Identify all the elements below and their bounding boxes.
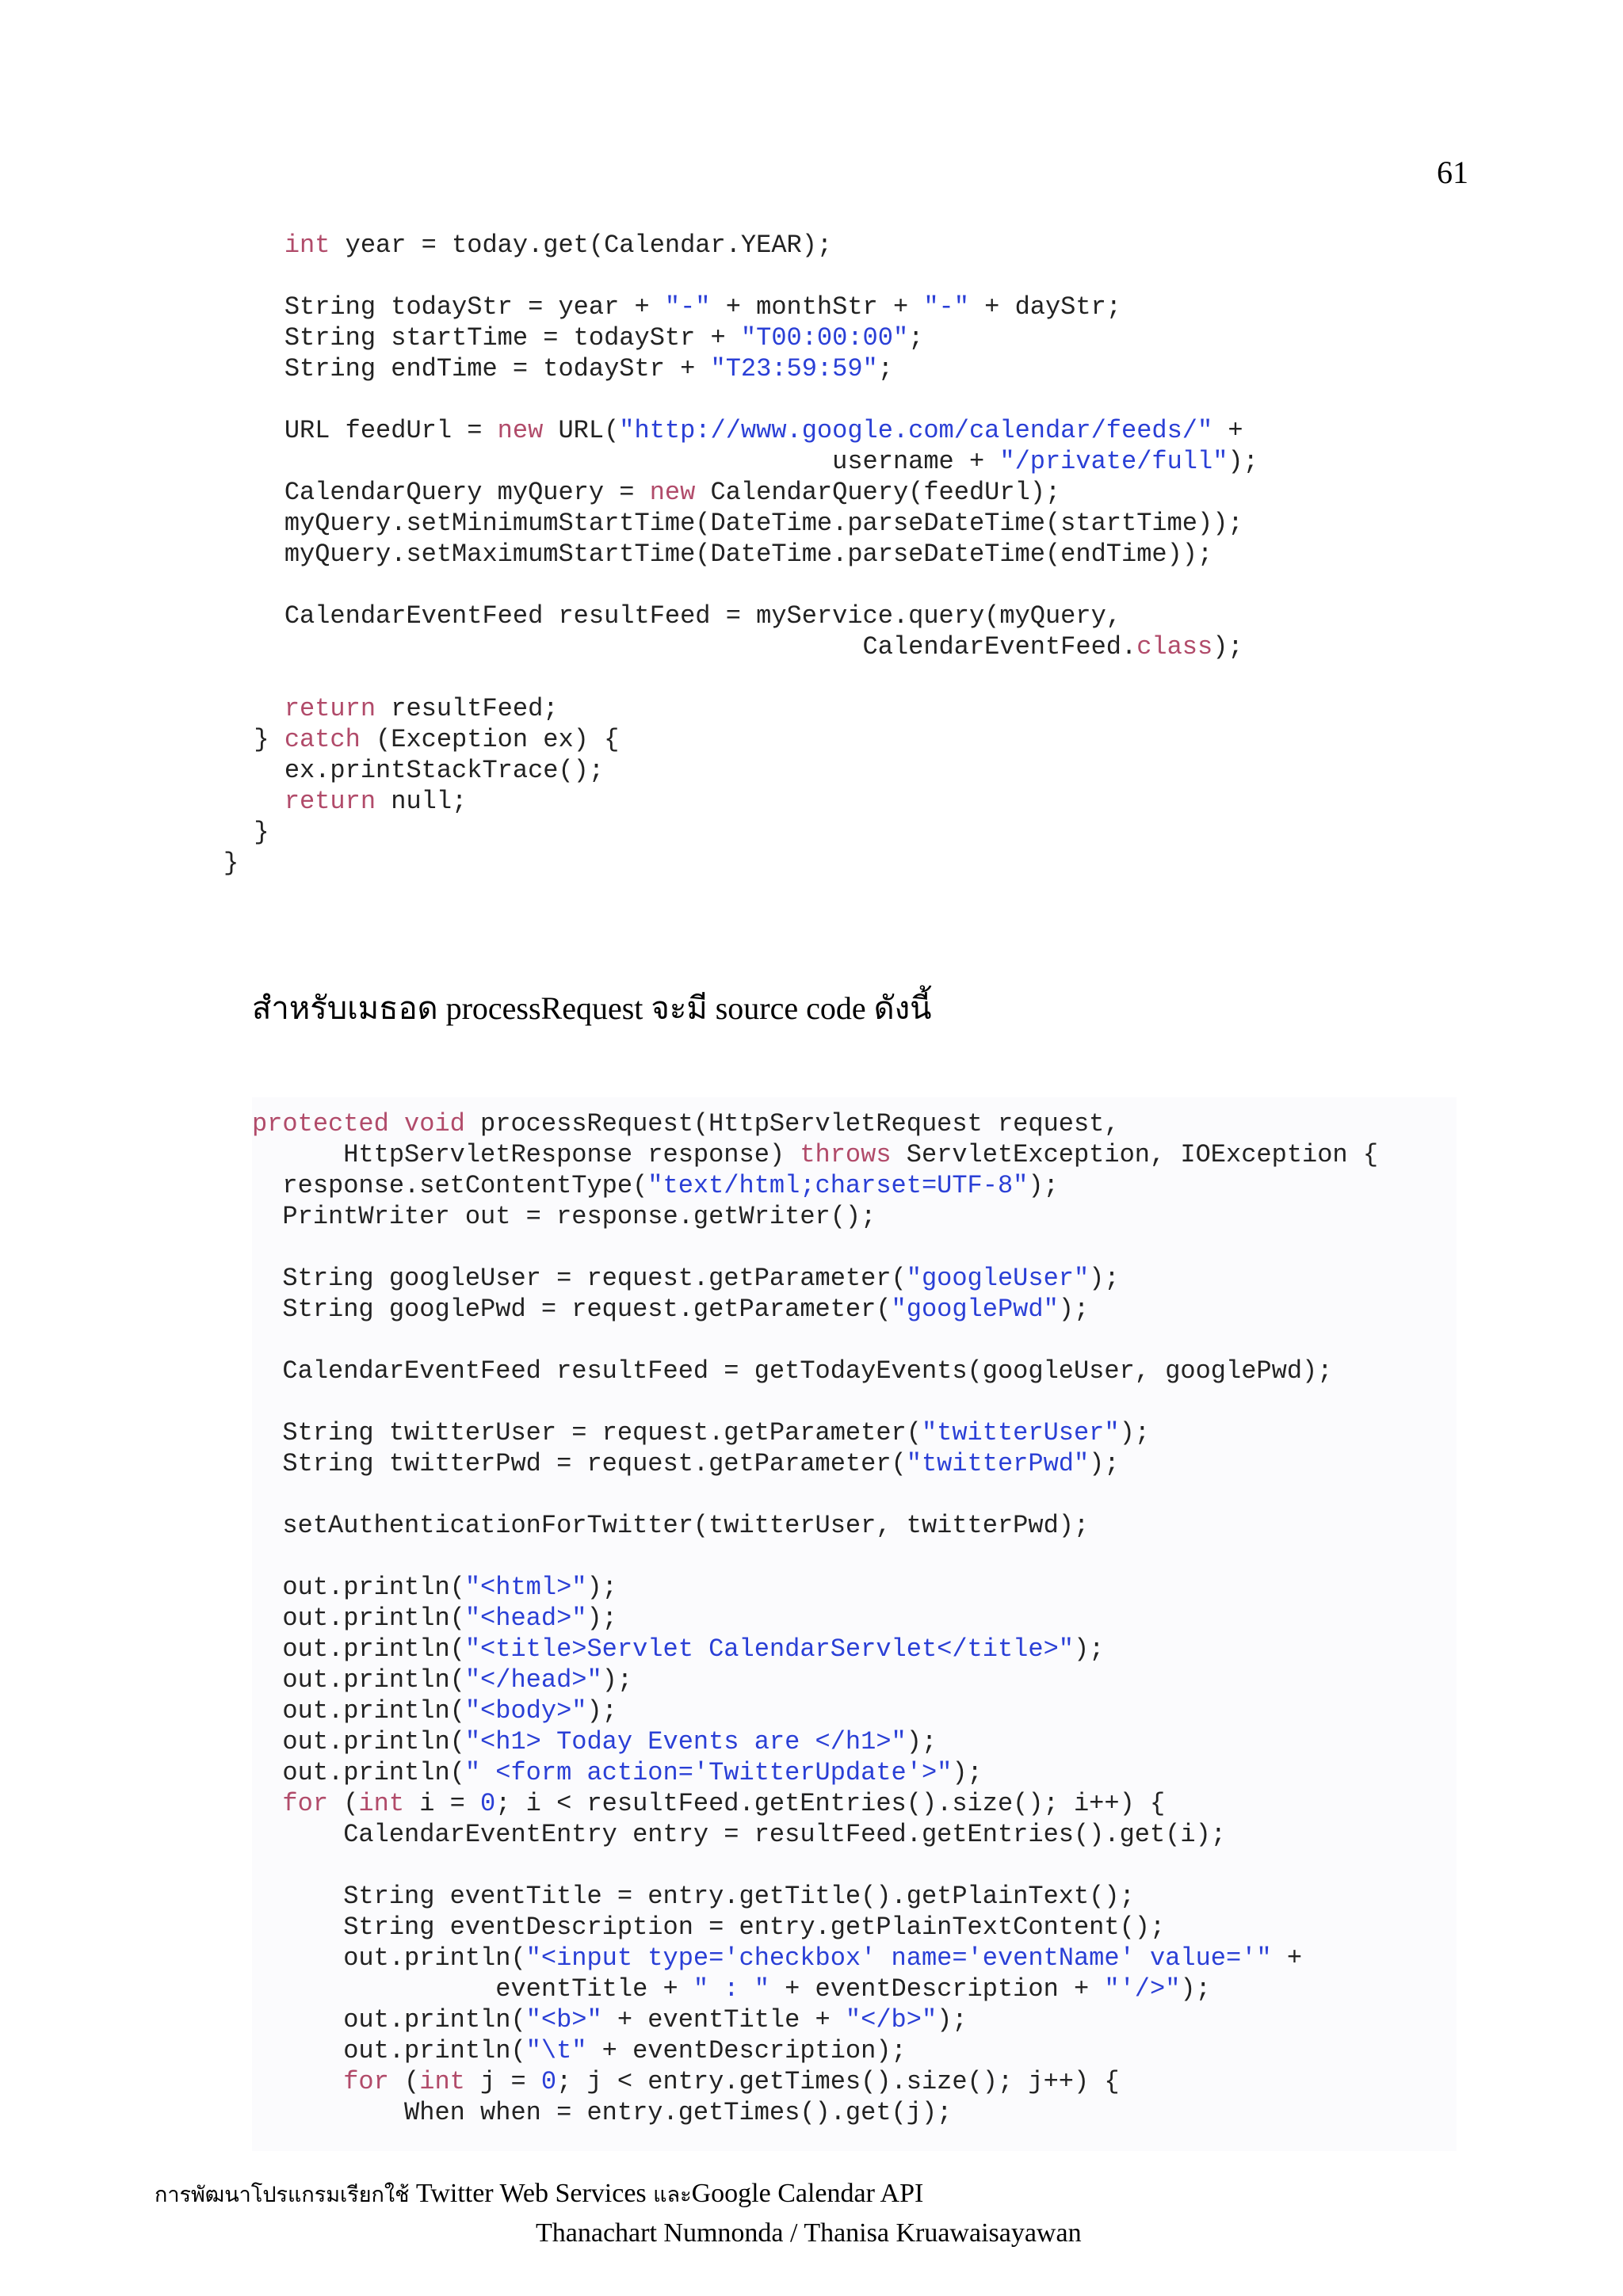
code-token: HttpServletResponse response) xyxy=(252,1140,800,1169)
code-token: String twitterUser = request.getParameter( xyxy=(252,1418,922,1447)
code-token: CalendarEventFeed resultFeed = getTodayEvents(googleUser, googlePwd); xyxy=(252,1356,1333,1386)
code-line xyxy=(223,292,1258,322)
code-token: String eventDescription = entry.getPlainTextContent(); xyxy=(252,1913,1166,1942)
code-token: int xyxy=(358,1789,405,1818)
footer-title xyxy=(155,2177,923,2211)
code-token: throws xyxy=(800,1140,892,1169)
code-line xyxy=(252,1448,1378,1479)
code-token: 0 xyxy=(480,1789,496,1818)
code-line xyxy=(252,2004,1378,2035)
code-token: eventTitle + xyxy=(252,1974,693,2004)
code-token: "text/html;charset=UTF-8" xyxy=(647,1171,1029,1200)
code-token: ( xyxy=(388,2067,420,2096)
code-line xyxy=(252,1603,1378,1634)
code-line xyxy=(223,570,1258,601)
code-line xyxy=(252,1479,1378,1510)
code-line xyxy=(252,1788,1378,1819)
code-token: "/private/full" xyxy=(999,447,1228,476)
code-line xyxy=(223,384,1258,415)
code-line xyxy=(252,1634,1378,1665)
code-block-process-request xyxy=(252,1108,1378,2128)
code-line xyxy=(252,1139,1378,1170)
code-line xyxy=(252,1850,1378,1881)
code-token: year = today.get(Calendar.YEAR); xyxy=(330,231,833,260)
code-token: + xyxy=(1271,1943,1303,1973)
code-line xyxy=(252,1108,1378,1139)
code-token: "-" xyxy=(664,292,711,322)
code-token: String googlePwd = request.getParameter( xyxy=(252,1295,892,1324)
code-token: } xyxy=(223,818,269,847)
code-token: out.println( xyxy=(252,1573,465,1602)
code-token: ); xyxy=(1089,1449,1120,1478)
code-line xyxy=(223,631,1258,662)
code-token: "'/>" xyxy=(1104,1974,1181,2004)
code-token: ); xyxy=(1058,1295,1090,1324)
code-token: + xyxy=(1212,416,1243,445)
code-token: ex.printStackTrace(); xyxy=(223,756,605,785)
code-line xyxy=(252,1819,1378,1850)
code-token: "googlePwd" xyxy=(891,1295,1059,1324)
code-token: ); xyxy=(1089,1264,1120,1293)
code-line xyxy=(252,1325,1378,1356)
code-token xyxy=(252,1789,282,1818)
code-line xyxy=(223,230,1258,261)
code-token: protected xyxy=(252,1109,389,1138)
code-line xyxy=(223,755,1258,786)
footer-thai-prefix: การพัฒนาโปรแกรมเรียกใช้ xyxy=(155,2183,410,2206)
code-token: return xyxy=(284,694,376,723)
code-token: int xyxy=(419,2067,465,2096)
code-line xyxy=(223,601,1258,631)
code-token: } xyxy=(223,725,285,754)
code-token: " <form action='TwitterUpdate'>" xyxy=(464,1758,953,1787)
code-token: out.println( xyxy=(252,1727,465,1756)
code-token: ; xyxy=(908,323,924,353)
code-line xyxy=(223,693,1258,724)
code-token: "-" xyxy=(923,292,969,322)
code-token: String todayStr = year + xyxy=(223,292,665,322)
code-token: ); xyxy=(586,1604,617,1633)
code-line xyxy=(252,1881,1378,1912)
code-line xyxy=(223,353,1258,384)
code-token: ); xyxy=(586,1696,617,1726)
code-token: setAuthenticationForTwitter(twitterUser, twitterPwd); xyxy=(252,1511,1090,1540)
code-line xyxy=(223,415,1258,446)
code-token: "</head>" xyxy=(464,1665,602,1695)
code-line xyxy=(252,1726,1378,1757)
code-token: ); xyxy=(1180,1974,1211,2004)
code-token xyxy=(223,787,285,816)
code-token: "</b>" xyxy=(845,2005,938,2035)
code-token: + eventDescription + xyxy=(769,1974,1105,2004)
code-token: + monthStr + xyxy=(710,292,924,322)
code-token: "<h1> Today Events are </h1>" xyxy=(464,1727,907,1756)
code-token: ); xyxy=(1073,1634,1105,1664)
code-line xyxy=(252,1541,1378,1572)
code-token: ; xyxy=(877,354,893,383)
code-line xyxy=(252,1912,1378,1943)
code-token: ); xyxy=(952,1758,983,1787)
code-token: processRequest(HttpServletRequest request, xyxy=(464,1109,1120,1138)
code-line xyxy=(252,1695,1378,1726)
code-token: String endTime = todayStr + xyxy=(223,354,711,383)
code-token: CalendarEventEntry entry = resultFeed.getEntries().get(i); xyxy=(252,1820,1226,1849)
code-token: + eventDescription); xyxy=(586,2036,907,2065)
code-token: ( xyxy=(328,1789,359,1818)
code-token: for xyxy=(343,2067,389,2096)
code-token xyxy=(223,694,285,723)
code-line xyxy=(223,508,1258,539)
code-token: "T23:59:59" xyxy=(710,354,878,383)
code-line xyxy=(252,2035,1378,2066)
code-token: out.println( xyxy=(252,1634,465,1664)
code-line xyxy=(252,1572,1378,1603)
code-line xyxy=(223,446,1258,477)
code-line xyxy=(252,1294,1378,1325)
code-token: response.setContentType( xyxy=(252,1171,648,1200)
code-token: String googleUser = request.getParameter( xyxy=(252,1264,907,1293)
code-token: ); xyxy=(586,1573,617,1602)
code-token: ServletException, IOException { xyxy=(891,1140,1379,1169)
code-token: ); xyxy=(601,1665,633,1695)
code-token: String startTime = todayStr + xyxy=(223,323,741,353)
code-token xyxy=(389,1109,404,1138)
code-token: out.println( xyxy=(252,1943,526,1973)
code-line xyxy=(252,1974,1378,2004)
code-token: resultFeed; xyxy=(376,694,559,723)
code-token: out.println( xyxy=(252,1604,465,1633)
code-token: i = xyxy=(404,1789,481,1818)
code-line xyxy=(223,817,1258,848)
code-token: 0 xyxy=(540,2067,557,2096)
code-token: CalendarQuery myQuery = xyxy=(223,478,650,507)
code-token: "twitterUser" xyxy=(921,1418,1120,1447)
code-token: "<html>" xyxy=(464,1573,587,1602)
code-token: out.println( xyxy=(252,1758,465,1787)
code-token: CalendarEventFeed. xyxy=(223,632,1137,662)
code-line xyxy=(252,1170,1378,1201)
code-line xyxy=(252,1263,1378,1294)
code-token: ); xyxy=(937,2005,968,2035)
code-line xyxy=(223,724,1258,755)
code-token: catch xyxy=(284,725,361,754)
code-token: out.println( xyxy=(252,2005,526,2035)
page-number: 61 xyxy=(1437,154,1468,190)
code-block-get-today-events xyxy=(223,230,1258,879)
code-line xyxy=(252,1757,1378,1788)
code-token: out.println( xyxy=(252,1696,465,1726)
code-token: out.println( xyxy=(252,2036,526,2065)
code-token: "<input type='checkbox' name='eventName' value='" xyxy=(525,1943,1272,1973)
code-token: "http://www.google.com/calendar/feeds/" xyxy=(619,416,1213,445)
code-token: PrintWriter out = response.getWriter(); xyxy=(252,1202,876,1231)
code-line xyxy=(252,2097,1378,2128)
code-token xyxy=(252,2067,343,2096)
code-token: new xyxy=(649,478,696,507)
footer-thai-and: และ xyxy=(653,2183,692,2206)
code-token: "googleUser" xyxy=(906,1264,1090,1293)
code-line xyxy=(252,1386,1378,1417)
code-token: ); xyxy=(1212,632,1243,662)
code-token: username + xyxy=(223,447,1000,476)
code-line xyxy=(223,322,1258,353)
code-token: "T00:00:00" xyxy=(740,323,909,353)
code-token: out.println( xyxy=(252,1665,465,1695)
footer-authors: Thanachart Numnonda / Thanisa Kruawaisayawan xyxy=(536,2218,1082,2248)
code-token: CalendarQuery(feedUrl); xyxy=(695,478,1061,507)
code-token: myQuery.setMinimumStartTime(DateTime.parseDateTime(startTime)); xyxy=(223,509,1243,538)
code-token: class xyxy=(1136,632,1213,662)
code-token: ); xyxy=(1228,447,1258,476)
code-token: for xyxy=(282,1789,329,1818)
code-token: (Exception ex) { xyxy=(360,725,620,754)
code-token: "<title>Servlet CalendarServlet</title>" xyxy=(464,1634,1074,1664)
code-token: " : " xyxy=(693,1974,769,2004)
code-token: "<body>" xyxy=(464,1696,587,1726)
code-line xyxy=(252,1201,1378,1232)
code-token: URL feedUrl = xyxy=(223,416,498,445)
footer-title-part2: Google Calendar API xyxy=(691,2179,924,2208)
code-token: return xyxy=(284,787,376,816)
code-token: ); xyxy=(1028,1171,1059,1200)
code-token: int xyxy=(223,231,330,260)
code-token: } xyxy=(223,849,239,878)
code-token: "\t" xyxy=(525,2036,587,2065)
code-line xyxy=(223,786,1258,817)
code-token: + eventTitle + xyxy=(601,2005,846,2035)
code-line xyxy=(252,1943,1378,1974)
code-token: ); xyxy=(1119,1418,1150,1447)
footer-title-part1: Twitter Web Services xyxy=(415,2179,647,2208)
code-line xyxy=(252,1665,1378,1695)
code-token: j = xyxy=(464,2067,541,2096)
code-token: ; i < resultFeed.getEntries().size(); i++) { xyxy=(495,1789,1166,1818)
code-token: myQuery.setMaximumStartTime(DateTime.parseDateTime(endTime)); xyxy=(223,540,1213,569)
code-line xyxy=(252,1510,1378,1541)
code-token: When when = entry.getTimes().get(j); xyxy=(252,2098,953,2127)
code-token: URL( xyxy=(543,416,620,445)
code-line xyxy=(252,1417,1378,1448)
code-line xyxy=(223,539,1258,570)
code-line xyxy=(223,477,1258,508)
code-line xyxy=(252,2066,1378,2097)
code-token: "<b>" xyxy=(525,2005,602,2035)
code-token: void xyxy=(404,1109,465,1138)
code-token: CalendarEventFeed resultFeed = myService.query(myQuery, xyxy=(223,601,1121,631)
code-token: ); xyxy=(906,1727,938,1756)
code-token: String eventTitle = entry.getTitle().getPlainText(); xyxy=(252,1882,1135,1911)
code-line xyxy=(252,1232,1378,1263)
code-line xyxy=(223,662,1258,693)
code-token: + dayStr; xyxy=(968,292,1121,322)
code-token: new xyxy=(497,416,544,445)
code-token: "<head>" xyxy=(464,1604,587,1633)
code-token: "twitterPwd" xyxy=(906,1449,1090,1478)
code-line xyxy=(223,261,1258,292)
code-token: ; j < entry.getTimes().size(); j++) { xyxy=(556,2067,1120,2096)
code-token: null; xyxy=(376,787,468,816)
code-line xyxy=(252,1356,1378,1386)
section-caption: สำหรับเมธอด processRequest จะมี source code ดังนี้ xyxy=(252,990,932,1026)
code-line xyxy=(223,848,1258,879)
code-token: String twitterPwd = request.getParameter( xyxy=(252,1449,907,1478)
